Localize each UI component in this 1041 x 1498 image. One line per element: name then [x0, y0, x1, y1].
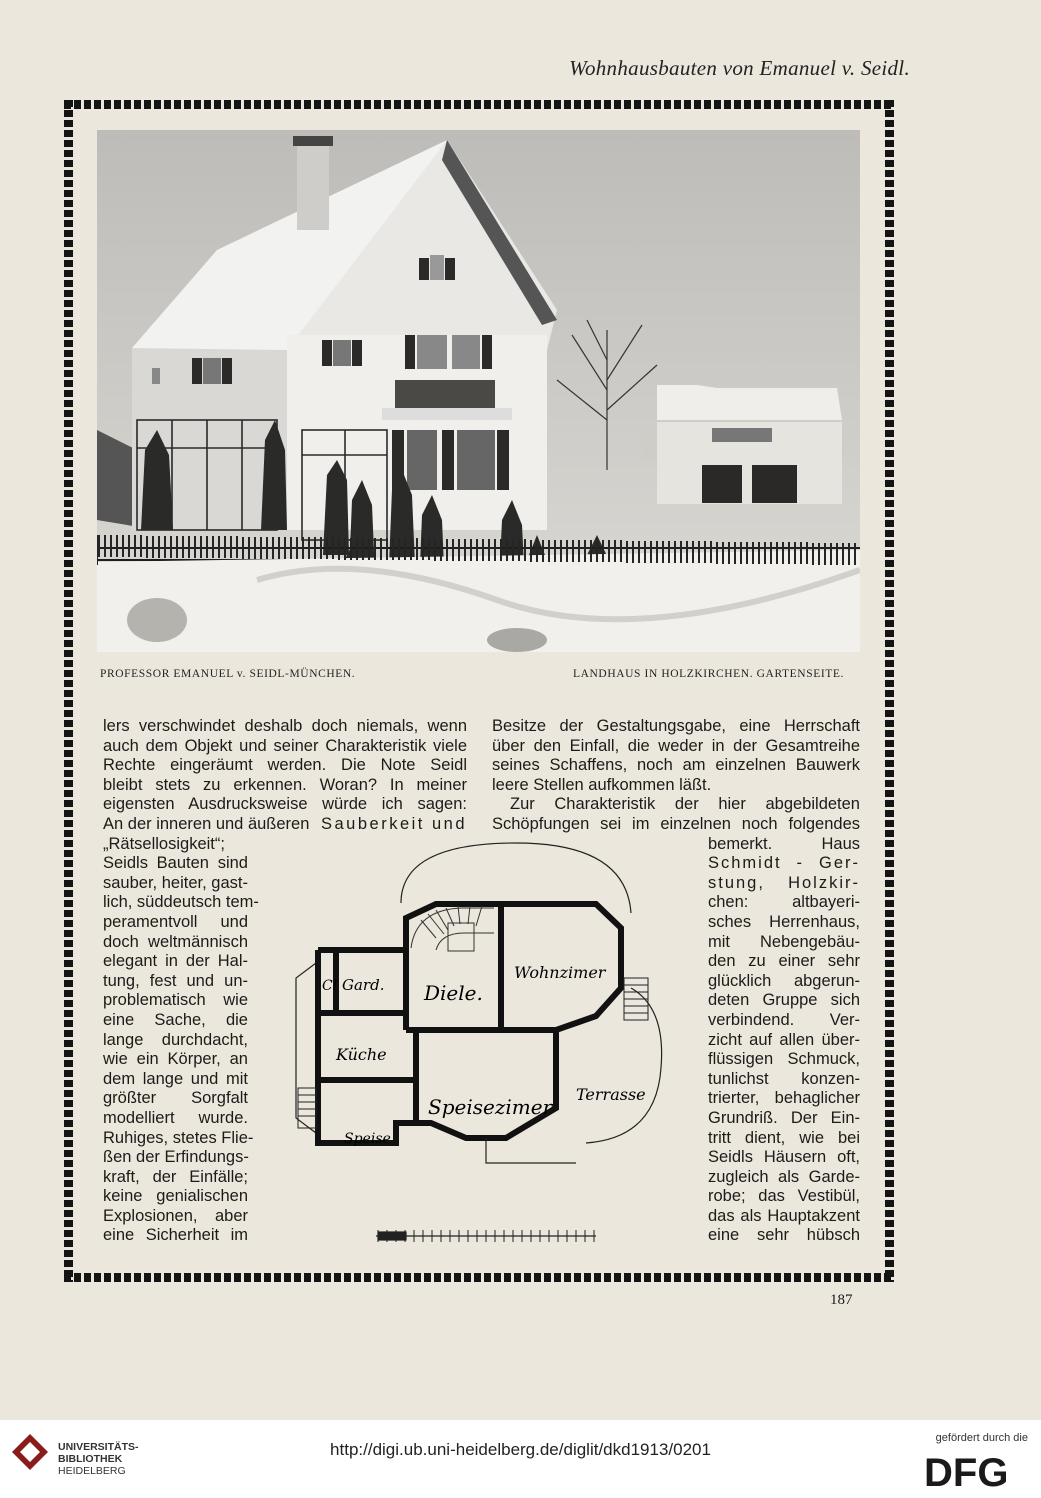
- text-line: „Rätsellosigkeit“;: [103, 834, 225, 853]
- text-line-spaced: [103, 815, 467, 835]
- text-line: sauber, heiter, gast-: [103, 873, 248, 892]
- text-line: bleibt stets zu erkennen. Woran? In meiner: [103, 775, 467, 794]
- text-line: ßen der Erfindungs-: [103, 1148, 249, 1167]
- text-line: Besitze der Gestaltungsgabe, eine Herrschaft: [492, 717, 860, 735]
- text-line: lers verschwindet deshalb doch niemals, wenn: [103, 717, 467, 735]
- library-name-line-2: BIBLIOTHEK: [58, 1453, 123, 1465]
- plan-label-wohnzimmer: Wohnzimer: [514, 963, 606, 982]
- text-line: glücklich abgerun-: [708, 971, 860, 990]
- text-line: kraft, der Einfälle;: [103, 1167, 248, 1186]
- caption-right: LANDHAUS IN HOLZKIRCHEN. GARTENSEITE.: [573, 668, 844, 680]
- dfg-logo-text: DFG: [924, 1451, 1009, 1492]
- page-number: 187: [830, 1292, 853, 1308]
- text-line: peramentvoll und: [103, 912, 248, 931]
- text-line: Grundriß. Der Ein-: [708, 1108, 860, 1127]
- text-line: problematisch wie: [103, 991, 248, 1010]
- text-line: Ruhiges, stetes Flie-: [103, 1128, 254, 1147]
- frame-right: [885, 100, 894, 1282]
- funding-note: gefördert durch die: [935, 1432, 1028, 1444]
- text-line: sches Herrenhaus,: [708, 912, 860, 931]
- text-line: deten Gruppe sich: [708, 991, 860, 1010]
- text-line: Schmidt - Ger-: [708, 854, 860, 873]
- text-line: lich, süddeutsch tem-: [103, 893, 259, 912]
- text-line: elegant in der Hal-: [103, 952, 248, 971]
- frame-bottom: [64, 1273, 894, 1282]
- house-photograph: [97, 130, 860, 652]
- text-line: modelliert wurde.: [103, 1108, 248, 1127]
- plan-label-terrasse: Terrasse: [576, 1085, 646, 1104]
- source-url-link[interactable]: http://digi.ub.uni-heidelberg.de/diglit/dkd1913/0201: [330, 1440, 711, 1459]
- text-line: wie ein Körper, an: [103, 1050, 248, 1069]
- text-line: eine Sicherheit im: [103, 1226, 248, 1245]
- right-column-narrow: [708, 835, 860, 1246]
- text-line: flüssigen Schmuck,: [708, 1050, 860, 1069]
- text-line: tritt dient, wie bei: [708, 1128, 860, 1147]
- text-line: zugleich als Garde-: [708, 1167, 860, 1186]
- library-name-line-1: UNIVERSITÄTS-: [58, 1441, 139, 1453]
- text-line: das als Hauptakzent: [708, 1206, 860, 1225]
- text-line: eine sehr hübsch: [708, 1226, 860, 1245]
- frame-left: [64, 100, 73, 1282]
- plan-label-diele: Diele.: [424, 981, 483, 1005]
- text-line: chen: altbayeri-: [708, 893, 860, 912]
- plan-label-cl: Cl: [322, 978, 338, 994]
- emphasis-spaced: Sauberkeit und: [321, 814, 467, 833]
- text-line: tung, fest und un-: [103, 971, 248, 990]
- running-head: Wohnhausbauten von Emanuel v. Seidl.: [569, 56, 910, 80]
- text-line: den zu einer sehr: [708, 952, 860, 971]
- plan-label-kueche: Küche: [336, 1045, 387, 1064]
- text-line: trierter, behaglicher: [708, 1089, 860, 1108]
- text-line: seines Schaffens, noch am einzelnen Bauwerk: [492, 756, 860, 775]
- text-line: zicht auf allen über-: [708, 1030, 860, 1049]
- library-name-line-3: HEIDELBERG: [58, 1465, 126, 1477]
- plan-label-speise: Speise: [344, 1131, 391, 1147]
- text-line: mit Nebengebäu-: [708, 932, 860, 951]
- caption-left: PROFESSOR EMANUEL v. SEIDL-MÜNCHEN.: [100, 668, 356, 680]
- text-line: dem lange und mit: [103, 1069, 248, 1088]
- text-line: eine Sache, die: [103, 1010, 248, 1029]
- text-line: größter Sorgfalt: [103, 1089, 248, 1108]
- text-line: leere Stellen aufkommen läßt.: [492, 775, 712, 794]
- text-line: Schöpfungen sei im einzelnen noch folgendes: [492, 814, 860, 833]
- text-line: lange durchdacht,: [103, 1030, 248, 1049]
- text-line: keine genialischen: [103, 1187, 248, 1206]
- text-line: bemerkt. Haus: [708, 834, 860, 853]
- text-line: doch weltmännisch: [103, 932, 248, 951]
- floor-plan: [286, 838, 676, 1258]
- text-line: auch dem Objekt und seiner Charakteristik viele: [103, 736, 467, 755]
- plan-label-gard: Gard.: [342, 976, 385, 994]
- left-column-full: [103, 717, 467, 835]
- text-line: Zur Charakteristik der hier abgebildeten: [510, 795, 860, 814]
- left-column-narrow: [103, 834, 259, 1246]
- text-line: robe; das Vestibül,: [708, 1187, 860, 1206]
- plan-label-speisezimmer: Speisezimer: [428, 1095, 553, 1119]
- text-line: Rechte eingeräumt werden. Die Note Seidl: [103, 756, 467, 775]
- dfg-logo[interactable]: [922, 1448, 1028, 1492]
- text-line: stung, Holzkir-: [708, 873, 860, 892]
- text-line: verbindend. Ver-: [708, 1010, 860, 1029]
- text-line: eigensten Ausdrucksweise würde ich sagen:: [103, 795, 467, 814]
- right-column-full: [492, 717, 860, 835]
- text-line: tunlichst konzen-: [708, 1069, 860, 1088]
- text-line: Seidls Häusern oft,: [708, 1148, 860, 1167]
- text-fragment: An der inneren und äußeren: [103, 814, 310, 833]
- text-line: über den Einfall, die weder in der Gesamtreihe: [492, 736, 860, 755]
- text-line: Explosionen, aber: [103, 1206, 248, 1225]
- text-line: Seidls Bauten sind: [103, 854, 248, 873]
- frame-top: [64, 100, 894, 109]
